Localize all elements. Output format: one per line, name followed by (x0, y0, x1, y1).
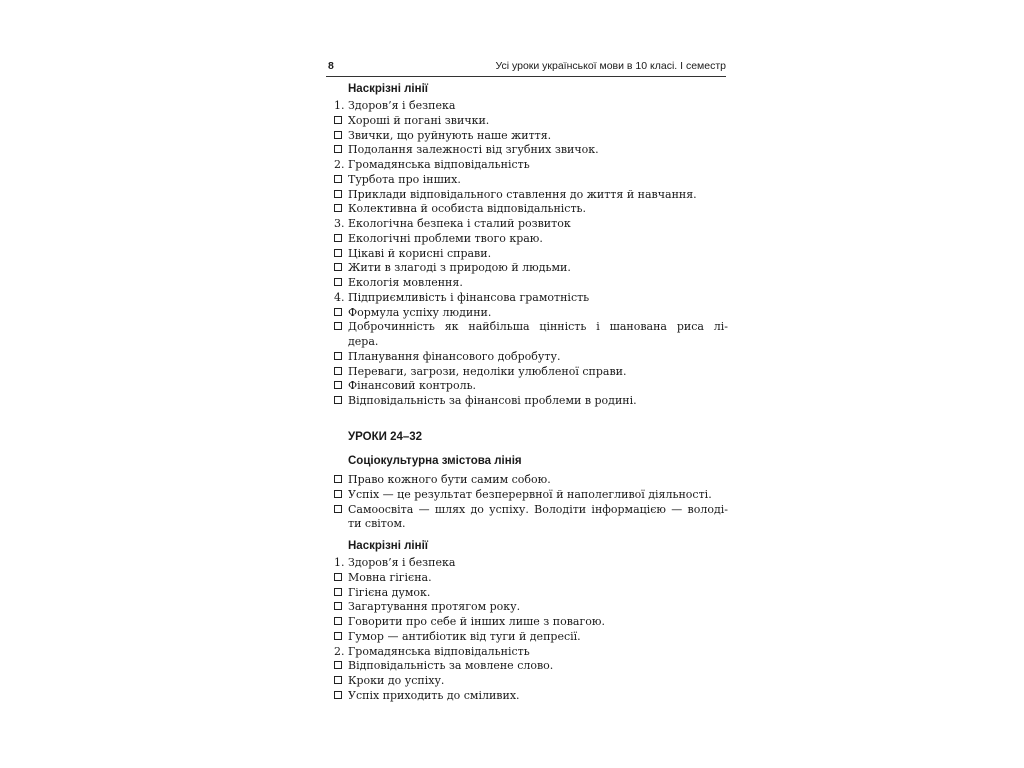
list-item (334, 157, 728, 172)
list-item (334, 275, 728, 290)
list-item (334, 364, 728, 379)
checkbox-square-icon (334, 142, 348, 157)
list-item-text: Хороші й погані звички. (348, 113, 490, 127)
checkbox-square-icon (334, 599, 348, 614)
list-item (334, 319, 728, 334)
checkbox-square-icon (334, 246, 348, 261)
list-item-text: Переваги, загрози, недоліки улюбленої справи. (348, 364, 627, 378)
list-item-text: Здоров’я і безпека (348, 99, 456, 112)
list-item-text: Екологічна безпека і сталий розвиток (348, 217, 571, 230)
checkbox-square-icon (334, 673, 348, 688)
list-item-text: Відповідальність за мовлене слово. (348, 659, 554, 673)
list-item (334, 378, 728, 393)
list-item-text: Турбота про інших. (348, 172, 461, 186)
list-item-text: Говорити про себе й інших лише з повагою. (348, 615, 605, 628)
list-item-text: Фінансовий контроль. (348, 379, 477, 393)
checkbox-square-icon (334, 319, 348, 334)
checkbox-square-icon (334, 629, 348, 644)
list-item (334, 128, 728, 143)
list-item-text: Громадянська відповідальність (348, 644, 530, 658)
list-item (334, 142, 728, 157)
list-number: 3. (334, 217, 345, 230)
list-item-text: Загартування протягом року. (348, 600, 521, 614)
list-item-text: Жити в злагоді з природою й людьми. (348, 261, 571, 275)
list-item-text: Цікаві й корисні справи. (348, 246, 492, 260)
list-item-text: Успіх — це результат безперервної й наполегливої діяльності. (348, 487, 712, 501)
list-item (334, 187, 728, 202)
checkbox-square-icon (334, 201, 348, 216)
list-number: 2. (334, 158, 345, 171)
list-item-text: Право кожного бути самим собою. (348, 473, 551, 486)
lessons-heading: УРОКИ 24–32 (348, 431, 423, 443)
list-number: 1. (334, 99, 345, 112)
list-item-text: Колективна й особиста відповідальність. (348, 202, 587, 216)
list-item (334, 570, 728, 585)
list-item-text: Здоров’я і безпека (348, 556, 456, 569)
checkbox-square-icon (334, 113, 348, 128)
list-item-text: Гумор — антибіотик від туги й депресії. (348, 629, 581, 643)
list-item (334, 216, 728, 231)
list-item-text: Екологія мовлення. (348, 276, 463, 289)
book-page (326, 56, 728, 756)
list-item (334, 629, 728, 644)
list-item-text: Доброчинність як найбільша цінність і шанована риса лі- (348, 320, 728, 334)
checkbox-square-icon (334, 378, 348, 393)
list-item-text: Формула успіху людини. (348, 305, 492, 319)
checkbox-square-icon (334, 305, 348, 320)
checkbox-square-icon (334, 187, 348, 202)
list-item-text: Гігієна думок. (348, 585, 431, 599)
list-item (334, 231, 728, 246)
list-item (334, 290, 728, 305)
list-item-text: Відповідальність за фінансові проблеми в родині. (348, 394, 637, 407)
list-item (334, 334, 728, 349)
list-item (334, 349, 728, 364)
list-item (334, 673, 728, 688)
list-item (334, 688, 728, 703)
checkbox-square-icon (334, 172, 348, 187)
list-item-text: Подолання залежності від згубних звичок. (348, 143, 599, 157)
checkbox-square-icon (334, 128, 348, 143)
list-number: 2. (334, 644, 345, 658)
checkbox-square-icon (334, 658, 348, 673)
section-heading-cross-cutting: Наскрізні лінії (348, 83, 429, 95)
list-item-text: Звички, що руйнують наше життя. (348, 128, 552, 142)
list-item-text: Екологічні проблеми твого краю. (348, 231, 543, 245)
list-item-text: Планування фінансового добробуту. (348, 349, 561, 363)
checkbox-square-icon (334, 260, 348, 275)
checkbox-square-icon (334, 487, 348, 502)
list-item (334, 555, 728, 570)
list-item (334, 305, 728, 320)
checkbox-square-icon (334, 275, 348, 290)
list-item (334, 502, 728, 517)
list-item (334, 201, 728, 216)
list-item-text: Кроки до успіху. (348, 674, 445, 687)
list-item (334, 658, 728, 673)
list-item-text: дера. (348, 335, 379, 348)
list-item-text: Приклади відповідального ставлення до життя й навчання. (348, 187, 697, 201)
checkbox-square-icon (334, 585, 348, 600)
list-item (334, 113, 728, 128)
checkbox-square-icon (334, 570, 348, 585)
checkbox-square-icon (334, 472, 348, 487)
list-item (334, 614, 728, 629)
section-heading-sociocultural: Соціокультурна змістова лінія (348, 455, 522, 467)
list-number: 1. (334, 556, 345, 569)
checkbox-square-icon (334, 502, 348, 517)
list-number: 4. (334, 290, 345, 304)
list-item (334, 487, 728, 502)
running-title: Усі уроки української мови в 10 класі. І семестр (495, 60, 726, 72)
checkbox-square-icon (334, 364, 348, 379)
list-item (334, 98, 728, 113)
list-item (334, 599, 728, 614)
list-item-text: Успіх приходить до сміливих. (348, 688, 520, 702)
checkbox-square-icon (334, 231, 348, 246)
list-item-text: ти світом. (348, 517, 406, 531)
checkbox-square-icon (334, 393, 348, 408)
list-item (334, 472, 728, 487)
list-item-text: Мовна гігієна. (348, 570, 432, 584)
page-header (326, 56, 726, 77)
list-item (334, 516, 728, 531)
list-item (334, 260, 728, 275)
checkbox-square-icon (334, 614, 348, 629)
list-item-text: Підприємливість і фінансова грамотність (348, 290, 590, 304)
list-item (334, 172, 728, 187)
checkbox-square-icon (334, 688, 348, 703)
list-item-text: Самоосвіта — шлях до успіху. Володіти інформацією — володі- (348, 502, 728, 516)
list-item (334, 585, 728, 600)
page-number: 8 (328, 60, 334, 72)
checkbox-square-icon (334, 349, 348, 364)
list-item (334, 246, 728, 261)
list-item (334, 644, 728, 659)
list-item-text: Громадянська відповідальність (348, 158, 530, 171)
section-heading-cross-cutting-2: Наскрізні лінії (348, 540, 429, 552)
list-item (334, 393, 728, 408)
